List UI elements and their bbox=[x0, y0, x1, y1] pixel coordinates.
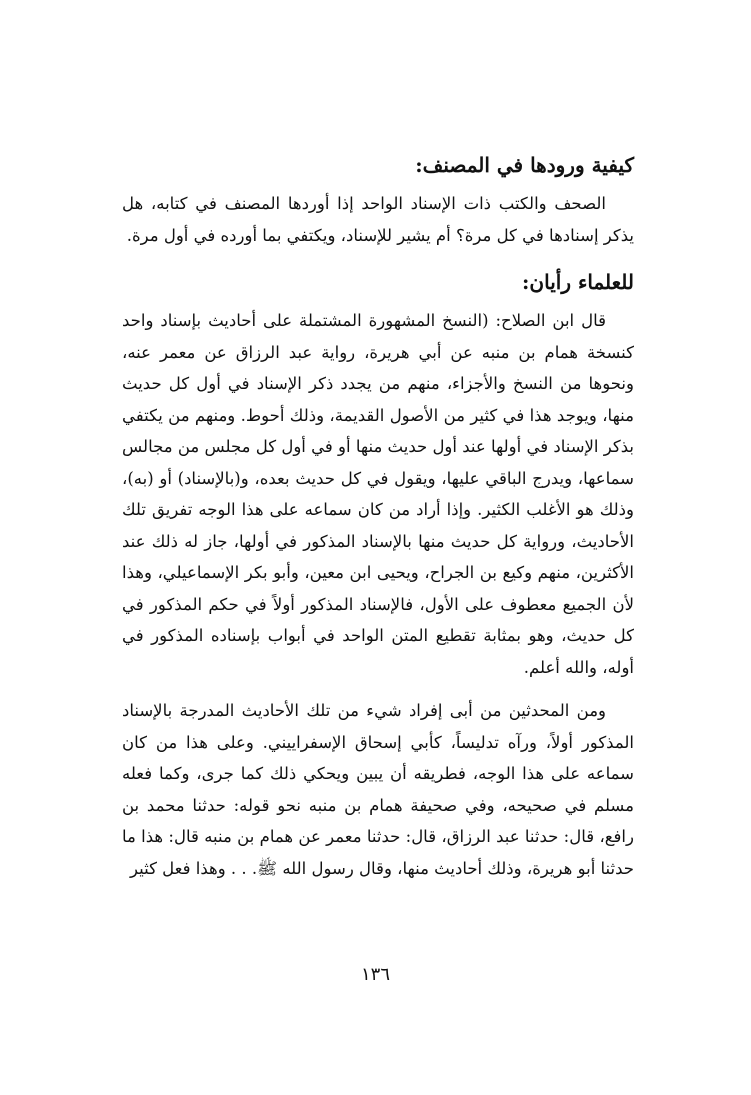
intro-paragraph: الصحف والكتب ذات الإسناد الواحد إذا أوردها المصنف في كتابه، هل يذكر إسنادها في كل مرة؟ أم يشير للإسناد، ويكتفي بما أورده في أول مرة. bbox=[122, 194, 634, 245]
section-heading: كيفية ورودها في المصنف: bbox=[415, 153, 634, 177]
page-number: ١٣٦ bbox=[360, 964, 390, 985]
subsection-heading: للعلماء رأيان: bbox=[522, 270, 634, 294]
page-body bbox=[122, 148, 634, 894]
body-paragraph: ومن المحدثين من أبى إفراد شيء من تلك الأحاديث المدرجة بالإسناد المذكور أولاً، ورآه تدليساً، كأبي إسحاق الإسفراييني. وعلى هذا من كان سماعه على هذا الوجه، فطريقه أن يبين ويحكي ذلك كما جرى، وكما فعله مسلم في صحيحه، وفي صحيفة همام بن منبه نحو قوله: حدثنا محمد بن رافع، قال: حدثنا عبد الرزاق، قال: حدثنا معمر عن همام بن منبه قال: هذا ما حدثنا أبو هريرة، وذلك أحاديث منها، وقال رسول الله ﷺ. . . وهذا فعل كثير bbox=[122, 701, 634, 878]
quote-paragraph: قال ابن الصلاح: (النسخ المشهورة المشتملة على أحاديث بإسناد واحد كنسخة همام بن منبه عن أبي هريرة، رواية عبد الرزاق عن معمر عنه، ونحوها من النسخ والأجزاء، منهم من يجدد ذكر الإسناد في أول كل حديث منها، ويوجد هذا في كثير من الأصول القديمة، وذلك أحوط. ومنهم من يكتفي بذكر الإسناد في أولها عند أول حديث منها أو في أول كل مجلس من مجالس سماعها، ويدرج الباقي عليها، ويقول في كل حديث بعده، و(بالإسناد) أو (به)، وذلك هو الأغلب الكثير. وإذا أراد من كان سماعه على هذا الوجه تفريق تلك الأحاديث، ورواية كل حديث منها بالإسناد المذكور في أولها، جاز له ذلك عند الأكثرين، منهم وكيع بن الجراح، ويحيى ابن معين، وأبو بكر الإسماعيلي، وهذا لأن الجميع معطوف على الأول، فالإسناد المذكور أولاً في حكم المذكور في كل حديث، وهو بمثابة تقطيع المتن الواحد في أبواب بإسناده المذكور في أوله، والله أعلم. bbox=[122, 311, 634, 677]
